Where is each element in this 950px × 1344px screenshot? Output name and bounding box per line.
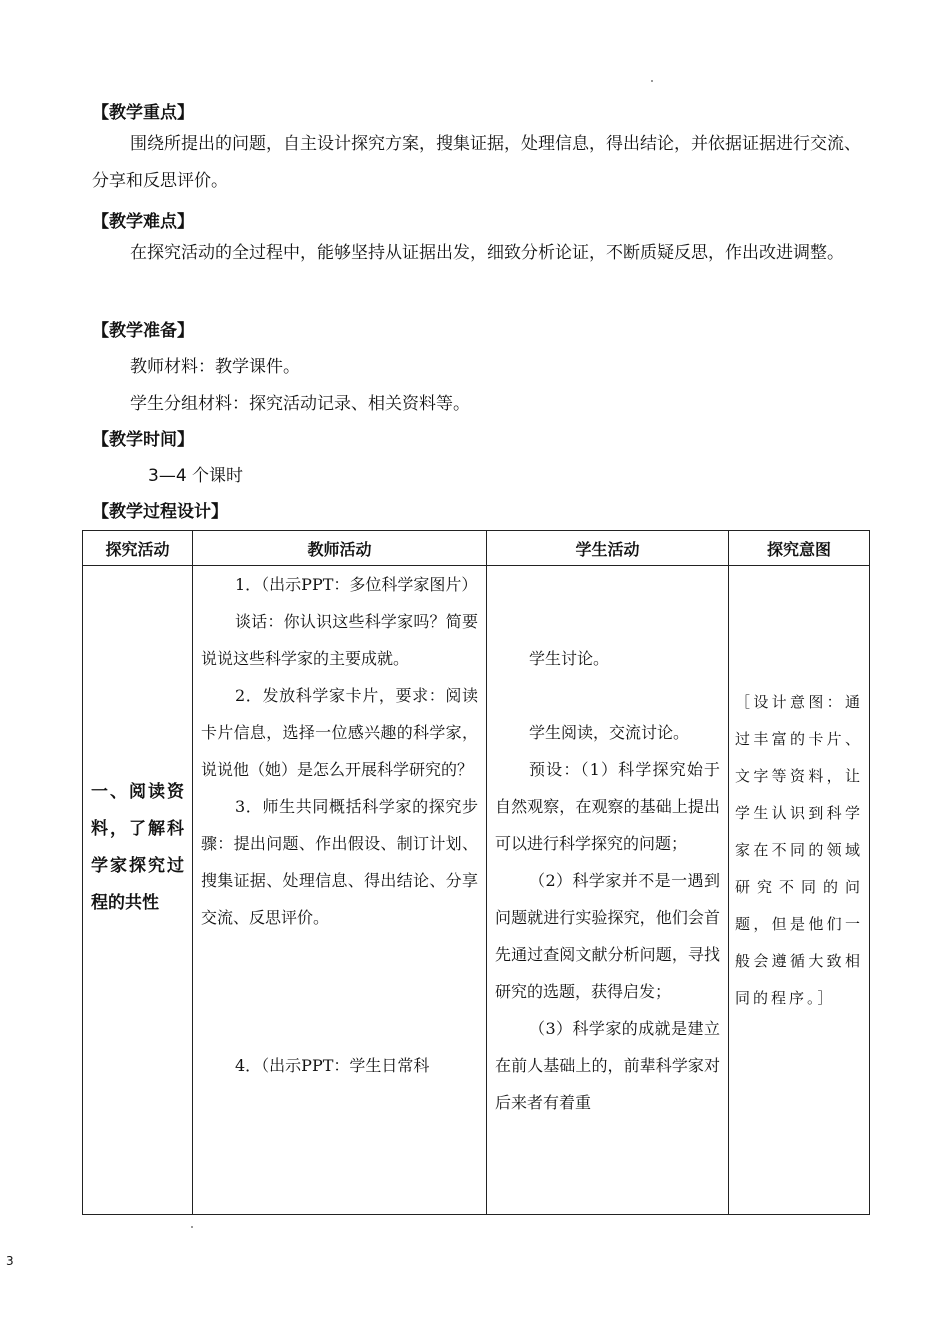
activity-cell — [83, 566, 193, 1215]
table-header-row — [83, 531, 870, 566]
table-row — [83, 566, 870, 1215]
process-table — [82, 530, 870, 1215]
teacher-step-2: 2．发放科学家卡片，要求：阅读卡片信息，选择一位感兴趣的科学家，说说他（她）是怎么开展科学研究的？ — [201, 686, 478, 779]
page-number: 3 — [6, 1254, 14, 1268]
header-student: 学生活动 — [487, 531, 729, 566]
header-intent: 探究意图 — [729, 531, 870, 566]
student-activity — [487, 566, 728, 1121]
teacher-activity — [193, 566, 486, 1084]
student-materials: 学生分组材料：探究活动记录、相关资料等。 — [130, 394, 470, 414]
header-activity: 探究活动 — [83, 531, 193, 566]
student-reading: 学生阅读，交流讨论。 — [529, 723, 690, 742]
scan-dot — [651, 80, 653, 82]
teacher-talk: 谈话：你认识这些科学家吗？简要说说这些科学家的主要成就。 — [201, 612, 478, 668]
intent-cell — [729, 566, 870, 1215]
heading-preparation: 【教学准备】 — [92, 321, 194, 341]
lesson-time: 3—4 个课时 — [148, 466, 244, 486]
teacher-cell — [193, 566, 487, 1215]
difficulties-text: 在探究活动的全过程中，能够坚持从证据出发，细致分析论证，不断质疑反思，作出改进调整。 — [130, 243, 844, 263]
teacher-step-1: 1．（出示PPT：多位科学家图片） — [235, 575, 478, 594]
student-preset-1: 预设：（1）科学探究始于自然观察，在观察的基础上提出可以进行科学探究的问题； — [495, 760, 720, 853]
student-preset-3: （3）科学家的成就是建立在前人基础上的，前辈科学家对后来者有着重 — [495, 1019, 720, 1112]
heading-process: 【教学过程设计】 — [92, 502, 228, 522]
student-discussion: 学生讨论。 — [529, 649, 610, 668]
activity-text: 一、阅读资料，了解科学家探究过程的共性 — [91, 782, 184, 913]
heading-key-points: 【教学重点】 — [92, 103, 194, 123]
student-preset-2: （2）科学家并不是一遇到问题就进行实验探究，他们会首先通过查阅文献分析问题，寻找研究的选题，获得启发； — [495, 871, 720, 1001]
teacher-step-4: 4．（出示PPT：学生日常科 — [235, 1056, 430, 1075]
teacher-materials: 教师材料：教学课件。 — [130, 357, 300, 377]
header-teacher: 教师活动 — [193, 531, 487, 566]
heading-time: 【教学时间】 — [92, 430, 194, 450]
heading-difficulties: 【教学难点】 — [92, 212, 194, 232]
student-cell — [487, 566, 729, 1215]
scan-dot — [191, 1226, 193, 1228]
design-intent: ［设计意图：通过丰富的卡片、文字等资料，让学生认识到科学家在不同的领域研究不同的问题，但是他们一般会遵循大致相同的程序。］ — [735, 693, 863, 1007]
key-points-text: 围绕所提出的问题，自主设计探究方案，搜集证据，处理信息，得出结论，并依据证据进行交流、分享和反思评价。 — [92, 134, 861, 191]
teacher-step-3: 3．师生共同概括科学家的探究步骤：提出问题、作出假设、制订计划、搜集证据、处理信息、得出结论、分享交流、反思评价。 — [201, 797, 478, 927]
